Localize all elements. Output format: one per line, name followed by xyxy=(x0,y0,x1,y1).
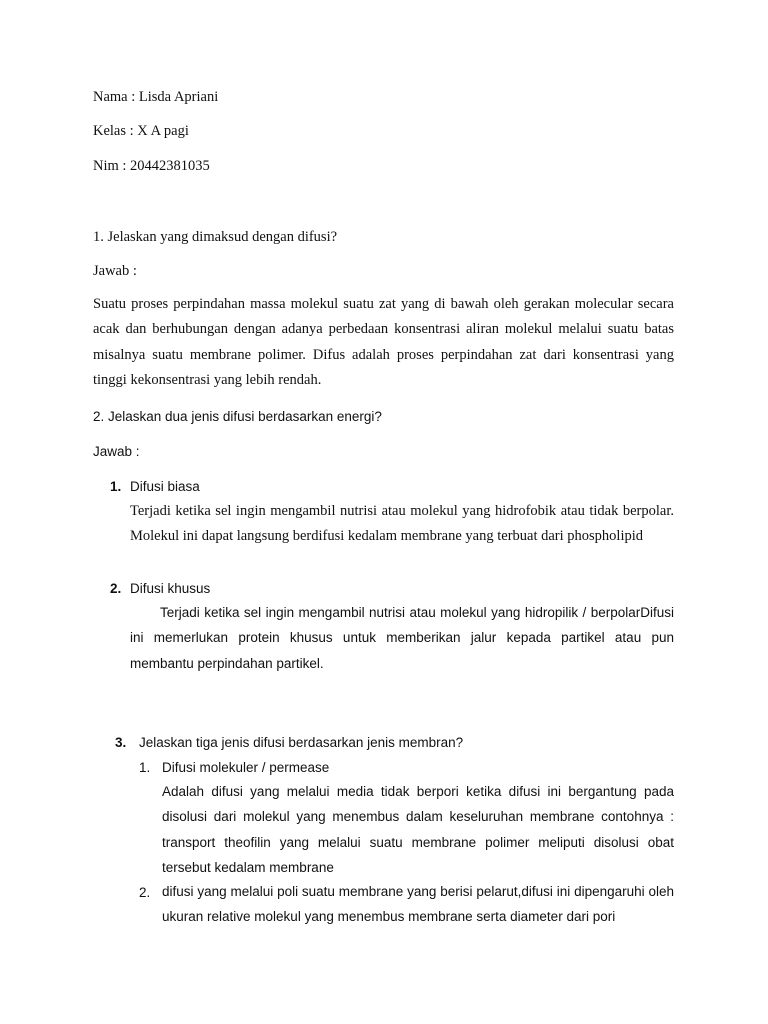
list-number: 2. xyxy=(110,581,122,596)
student-name: Nama : Lisda Apriani xyxy=(93,89,219,105)
answer-label-2: Jawab : xyxy=(93,444,140,459)
list-item-title: Difusi biasa xyxy=(130,479,200,494)
question-3: Jelaskan tiga jenis difusi berdasarkan jenis membran? xyxy=(139,735,464,750)
sublist-number: 1. xyxy=(139,760,151,775)
list-item-body: Terjadi ketika sel ingin mengambil nutrisi atau molekul yang hidropilik / berpolarDifusi ini memerlukan protein khusus untuk memberikan jalur kepada partikel atau pun membantu perpindahan partikel. xyxy=(130,605,674,671)
list-item-body: Terjadi ketika sel ingin mengambil nutrisi atau molekul yang hidrofobik atau tidak berpolar. Molekul ini dapat langsung berdifusi kedalam membrane yang terbuat dari phospholipid xyxy=(130,503,674,545)
question-1: 1. Jelaskan yang dimaksud dengan difusi? xyxy=(93,229,338,245)
answer-label-1: Jawab : xyxy=(93,263,137,279)
sublist-number: 2. xyxy=(139,885,151,900)
sublist-item-title: Difusi molekuler / permease xyxy=(162,760,330,775)
list-number: 1. xyxy=(110,479,122,494)
list-item-title: Difusi khusus xyxy=(130,581,211,596)
answer-1-paragraph: Suatu proses perpindahan massa molekul suatu zat yang di bawah oleh gerakan molecular secara acak dan berhubungan dengan adanya perbedaan konsentrasi aliran molekul melalui suatu batas misalnya suatu membrane polimer. Difus adalah proses perpindahan zat dari konsentrasi yang tinggi kekonsentrasi yang lebih rendah. xyxy=(93,296,674,389)
sublist-item-body: Adalah difusi yang melalui media tidak berpori ketika difusi ini bergantung pada disolusi dari molekul yang menembus dalam keseluruhan membrane contohnya : transport theofilin yang melalui suatu membrane polimer meliputi disolusi obat tersebut kedalam membrane xyxy=(162,784,674,876)
student-nim: Nim : 20442381035 xyxy=(93,158,210,174)
question-2: 2. Jelaskan dua jenis difusi berdasarkan energi? xyxy=(93,409,382,424)
sublist-item-body: difusi yang melalui poli suatu membrane yang berisi pelarut,difusi ini dipengaruhi oleh ukuran relative molekul yang menembus membrane serta diameter dari pori xyxy=(162,884,674,925)
student-class: Kelas : X A pagi xyxy=(93,123,189,139)
list-number: 3. xyxy=(115,735,127,750)
